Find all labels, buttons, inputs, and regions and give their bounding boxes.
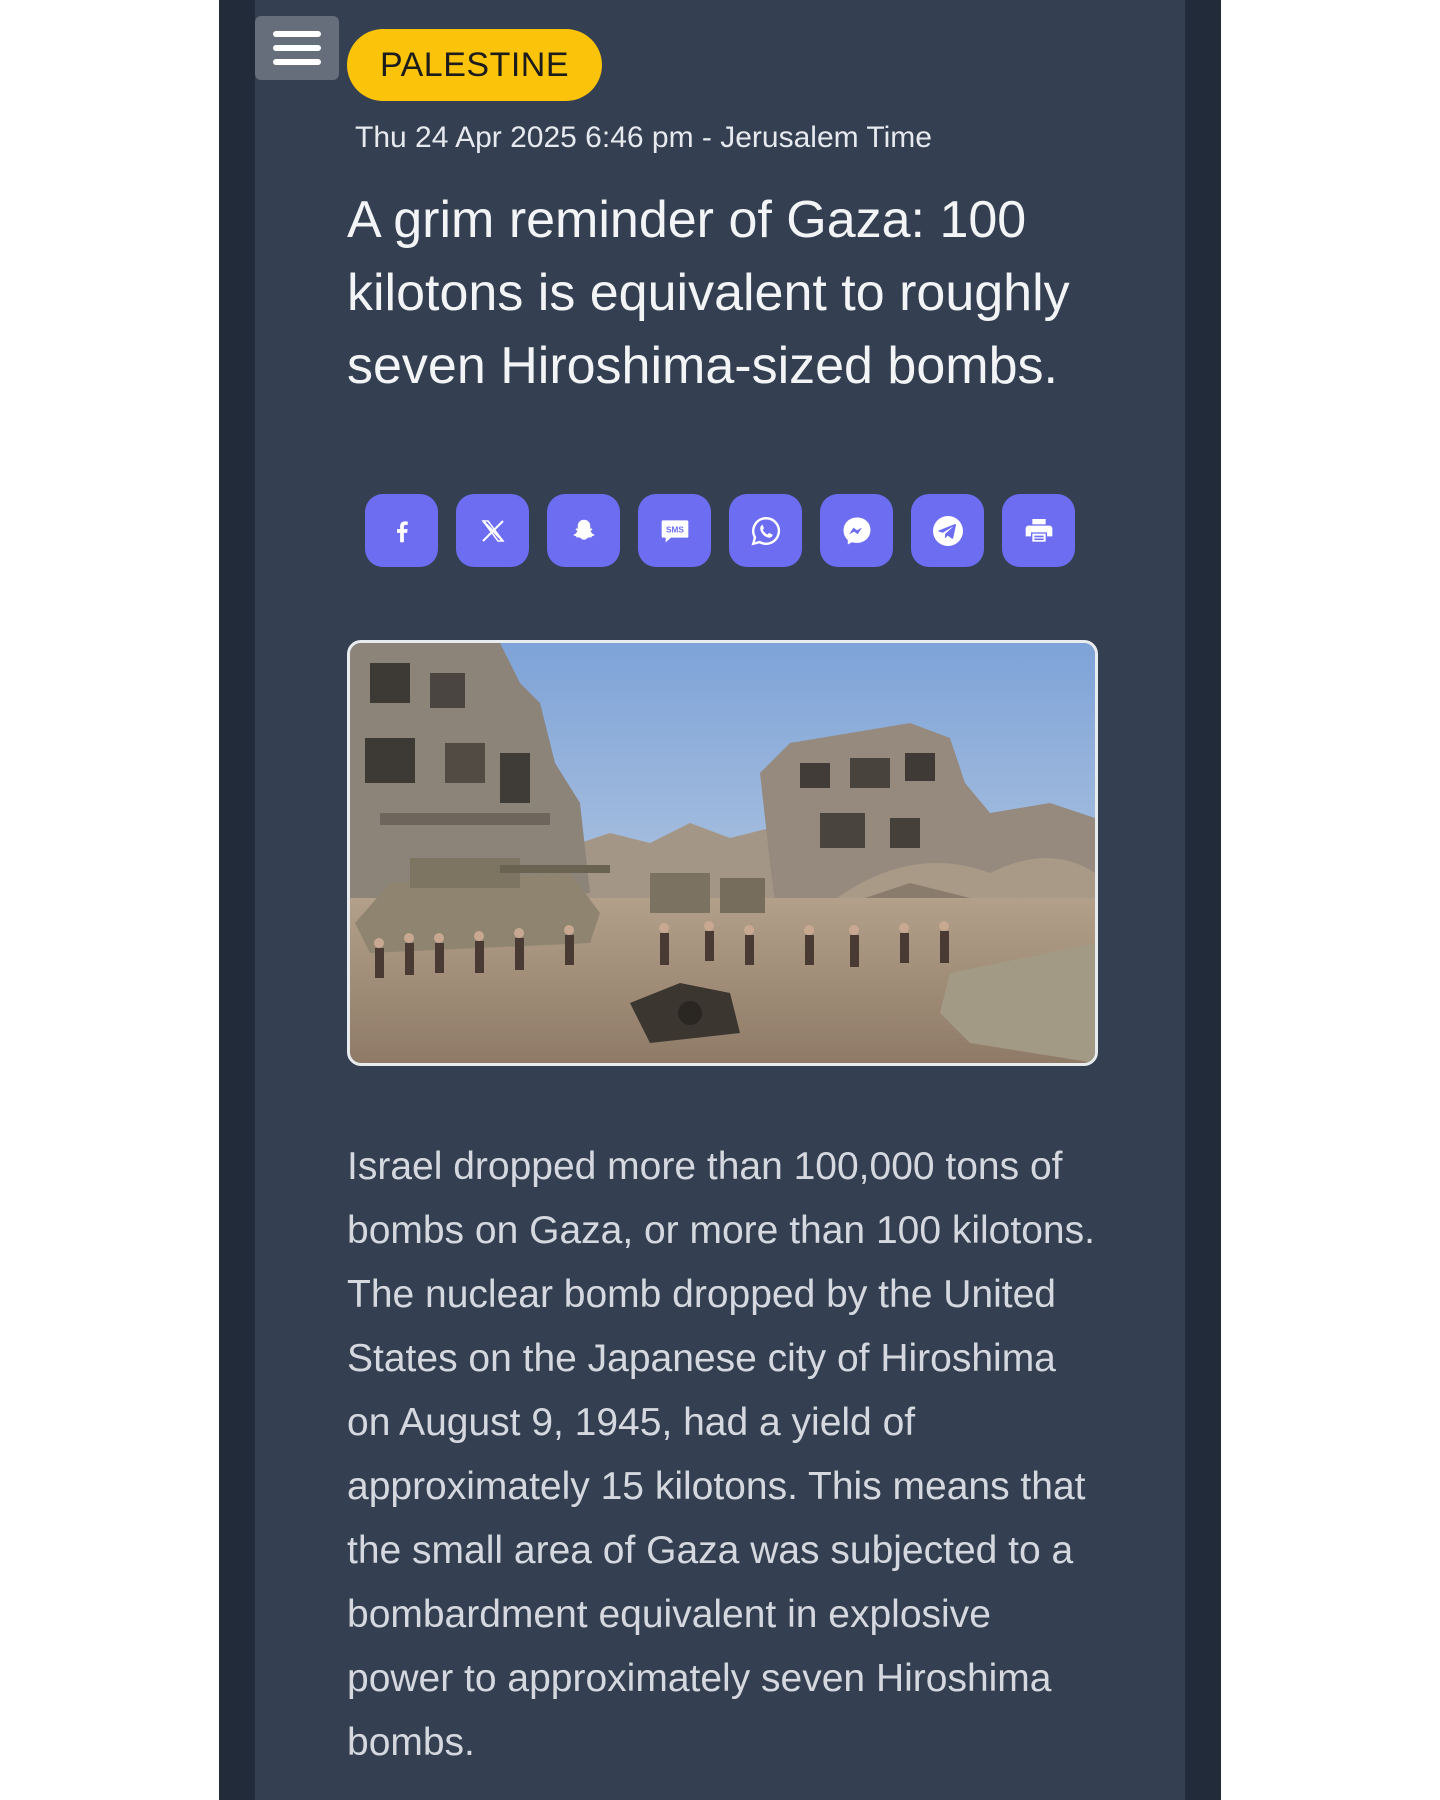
article-title: A grim reminder of Gaza: 100 kilotons is equivalent to roughly seven Hiroshima-sized bombs. [347,191,1070,395]
share-messenger-button[interactable] [820,494,893,567]
facebook-icon [387,516,417,546]
share-facebook-button[interactable] [365,494,438,567]
messenger-icon [840,514,874,548]
telegram-icon [930,513,966,549]
svg-text:SMS: SMS [665,525,684,535]
whatsapp-icon [749,514,783,548]
share-whatsapp-button[interactable] [729,494,802,567]
hamburger-menu-button[interactable] [255,16,339,80]
sms-icon [659,515,691,547]
share-snapchat-button[interactable] [547,494,620,567]
share-x-button[interactable] [456,494,529,567]
category-badge[interactable]: PALESTINE [347,29,602,101]
article-body: Israel dropped more than 100,000 tons of bombs on Gaza, or more than 100 kilotons. The nuclear bomb dropped by the United States on the Japanese city of Hiroshima on August 9, 1945, had a yield of approximately 15 kilotons. This means that the small area of Gaza was subjected to a bombardment equivalent in explosive power to approximately seven Hiroshima bombs. [347,1145,1095,1764]
x-icon [478,516,508,546]
print-icon [1023,515,1055,547]
print-button[interactable] [1002,494,1075,567]
share-bar [365,494,1075,567]
hamburger-menu-icon [273,31,321,37]
gaza-rubble-photo [350,643,1095,1063]
share-sms-button[interactable] [638,494,711,567]
share-telegram-button[interactable] [911,494,984,567]
article-dateline: Thu 24 Apr 2025 6:46 pm - Jerusalem Time [355,121,932,154]
hamburger-menu-icon-bar [273,45,321,51]
snapchat-icon [569,516,599,546]
hamburger-menu-icon-bar [273,59,321,65]
article-photo [347,640,1098,1066]
